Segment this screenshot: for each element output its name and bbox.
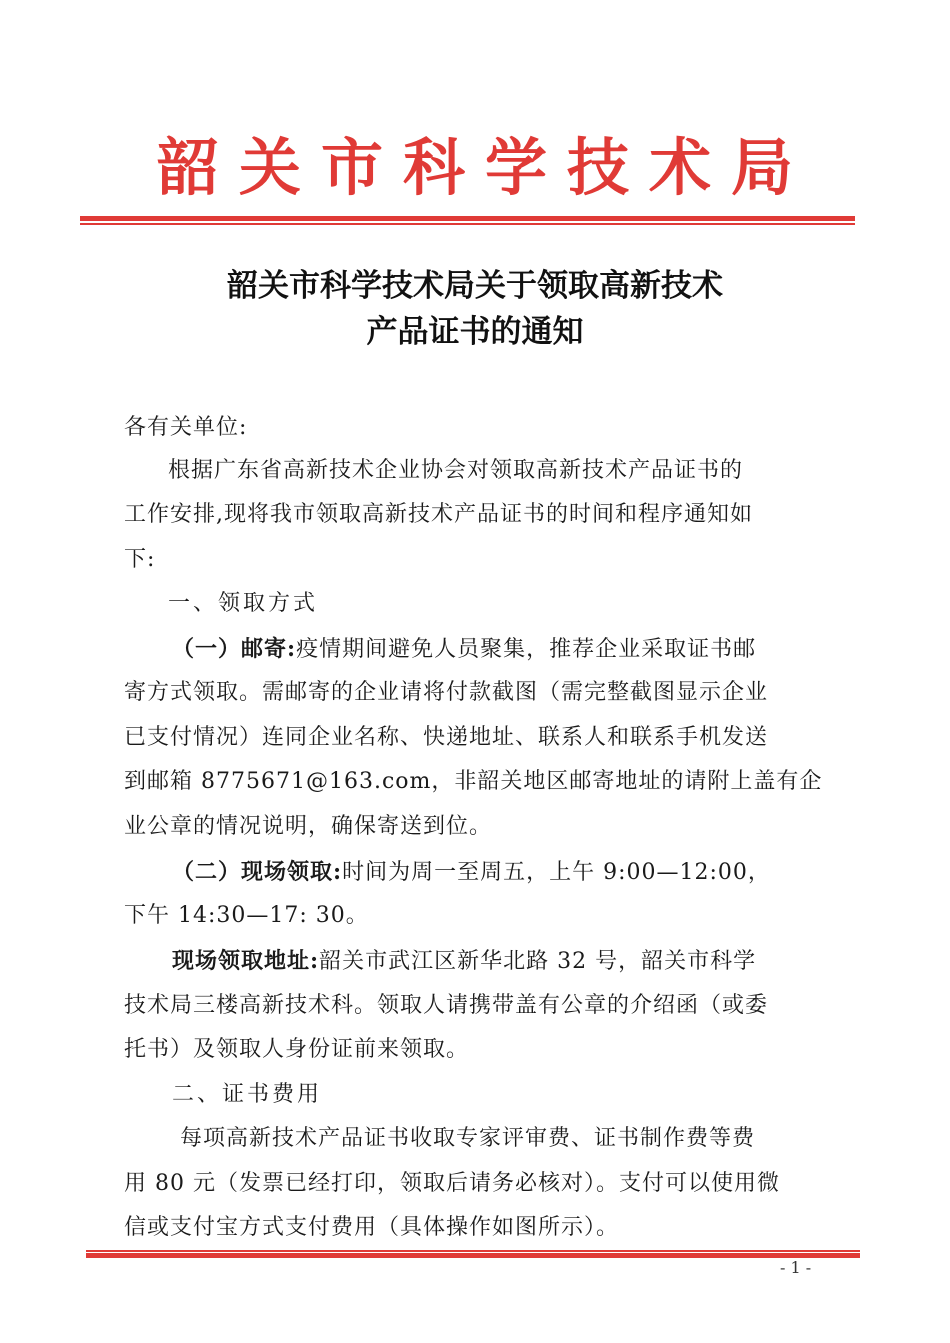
- footer-rule-thick: [86, 1253, 860, 1258]
- mail-line5: 业公章的情况说明，确保寄送到位。: [124, 814, 493, 839]
- mail-line2: 寄方式领取。需邮寄的企业请将付款截图（需完整截图显示企业: [124, 680, 769, 705]
- notice-title-line2: 产品证书的通知: [366, 314, 584, 350]
- section1-heading: 一、领取方式: [168, 591, 319, 616]
- onsite-label: （二）现场领取:: [172, 859, 343, 885]
- mail-line1: [172, 634, 834, 665]
- address-line2: 技术局三楼高新技术科。领取人请携带盖有公章的介绍函（或委: [124, 993, 769, 1018]
- mail-label: （一）邮寄:: [172, 636, 297, 662]
- fee-line3: 信或支付宝方式支付费用（具体操作如图所示）。: [124, 1215, 620, 1240]
- address-line3: 托书）及领取人身份证前来领取。: [124, 1037, 470, 1062]
- page-number: - 1 -: [780, 1258, 812, 1277]
- intro-line2: 工作安排,现将我市领取高新技术产品证书的时间和程序通知如: [124, 502, 753, 527]
- section2-heading: 二、证书费用: [172, 1082, 323, 1107]
- intro-line1: 根据广东省高新技术企业协会对领取高新技术产品证书的: [168, 458, 744, 483]
- intro-line3: 下:: [124, 547, 156, 572]
- address-label: 现场领取地址:: [172, 948, 320, 974]
- salutation: 各有关单位:: [124, 415, 248, 440]
- address-line1-text: 韶关市武江区新华北路 32 号，韶关市科学: [319, 949, 757, 974]
- onsite-line2: 下午 14:30—17: 30。: [124, 903, 369, 928]
- address-line1: [172, 946, 834, 977]
- mail-line3: 已支付情况）连同企业名称、快递地址、联系人和联系手机发送: [124, 725, 769, 750]
- notice-title-line1: 韶关市科学技术局关于领取高新技术: [227, 268, 723, 304]
- letterhead-rule-thin: [80, 223, 855, 225]
- mail-line4: 到邮箱 8775671@163.com，非韶关地区邮寄地址的请附上盖有企: [124, 769, 823, 794]
- onsite-line1-text: 时间为周一至周五，上午 9:00—12:00，: [342, 860, 771, 885]
- fee-line1: 每项高新技术产品证书收取专家评审费、证书制作费等费: [180, 1126, 756, 1151]
- footer-rule-thin: [86, 1250, 860, 1252]
- mail-line1-text: 疫情期间避免人员聚集，推荐企业采取证书邮: [296, 637, 757, 662]
- letterhead-rule-thick: [80, 216, 855, 221]
- fee-line2: 用 80 元（发票已经打印，领取后请务必核对）。支付可以使用微: [124, 1171, 780, 1196]
- onsite-line1: [172, 857, 834, 888]
- letterhead-title: 韶关市科学技术局: [156, 131, 813, 204]
